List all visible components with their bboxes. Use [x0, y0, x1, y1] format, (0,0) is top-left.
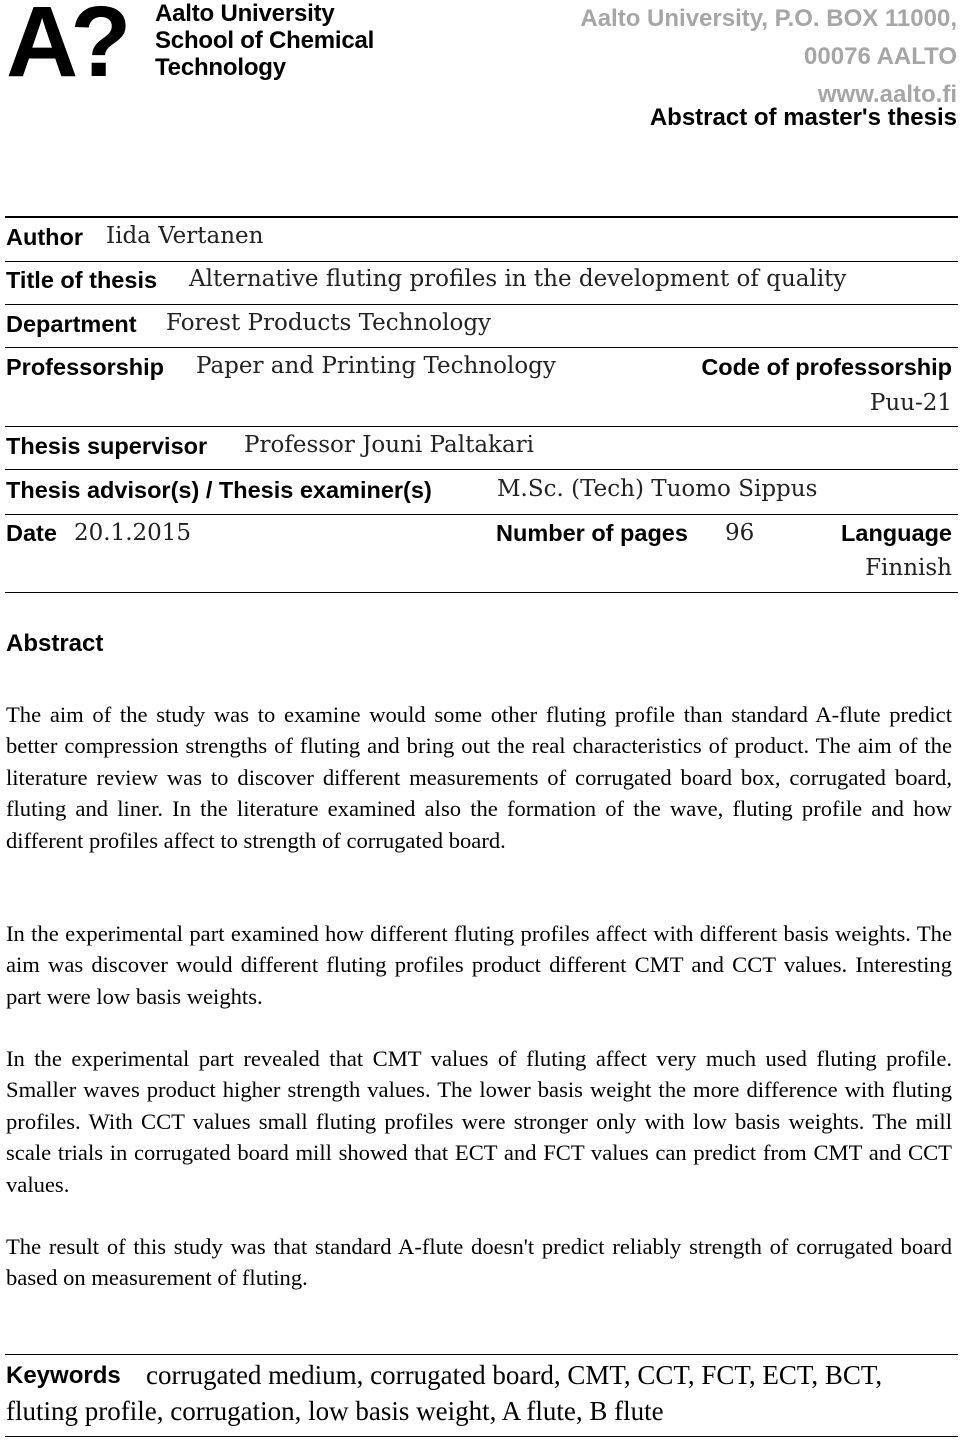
keywords-label: Keywords — [6, 1362, 121, 1389]
date-label: Date — [6, 520, 57, 546]
divider — [5, 426, 958, 427]
pages-label: Number of pages — [496, 520, 688, 546]
divider — [5, 347, 958, 348]
language-value: Finnish — [865, 555, 952, 581]
department-value: Forest Products Technology — [166, 310, 492, 336]
supervisor-value: Professor Jouni Paltakari — [244, 432, 535, 458]
divider — [5, 514, 958, 515]
author-label: Author — [6, 224, 84, 250]
abstract-paragraph-3: In the experimental part revealed that CMT values of fluting affect very much used fluting profile. Smaller waves product higher strength values. The lower basis weight the more difference with fluting profiles. With CCT values small fluting profiles were stronger only with low basis weights. The mill scale trials in corrugated board mill showed that ECT and FCT values can predict from CMT and CCT values. — [6, 1046, 952, 1197]
advisor-value: M.Sc. (Tech) Tuomo Sippus — [497, 476, 818, 502]
keywords-line-2: fluting profile, corrugation, low basis weight, A flute, B flute — [6, 1396, 664, 1426]
divider — [5, 1436, 958, 1437]
abstract-heading: Abstract — [6, 630, 104, 657]
logo-line-2: School of Chemical — [155, 27, 375, 54]
divider — [5, 1354, 958, 1355]
divider — [5, 216, 958, 218]
logo-wordmark — [155, 0, 374, 81]
divider — [5, 469, 958, 470]
divider — [5, 592, 958, 593]
logo-line-1: Aalto University — [155, 0, 335, 27]
logo-mark-text: A? — [6, 2, 124, 78]
supervisor-label: Thesis supervisor — [6, 433, 208, 459]
department-label: Department — [6, 311, 137, 337]
title-label: Title of thesis — [6, 267, 158, 293]
divider — [5, 261, 958, 262]
keywords-line-1: corrugated medium, corrugated board, CMT, CCT, FCT, ECT, BCT, — [146, 1360, 883, 1390]
abstract-paragraph-4: The result of this study was that standard A-flute doesn't predict reliably strength of corrugated board based on measurement of fluting. — [6, 1234, 952, 1291]
professorship-value: Paper and Printing Technology — [196, 353, 556, 379]
title-value: Alternative fluting profiles in the development of quality — [189, 266, 847, 292]
logo-line-3: Technology — [155, 54, 286, 81]
aalto-logo-icon — [6, 2, 130, 78]
address-line-2: 00076 AALTO — [804, 43, 957, 70]
aalto-logo-mark — [6, 2, 130, 78]
code-value: Puu-21 — [869, 390, 952, 416]
document-type: Abstract of master's thesis — [649, 104, 957, 131]
university-address — [580, 0, 957, 114]
abstract-paragraph-2: In the experimental part examined how different fluting profiles affect with different basis weights. The aim was discover would different fluting profiles product different CMT and CCT values. Interesting part were low basis weights. — [6, 921, 952, 1009]
address-line-1: Aalto University, P.O. BOX 11000, — [580, 5, 957, 32]
divider — [5, 304, 958, 305]
date-value: 20.1.2015 — [74, 520, 192, 546]
author-value: Iida Vertanen — [106, 223, 264, 249]
address-line-3: www.aalto.fi — [817, 81, 957, 108]
code-label: Code of professorship — [701, 354, 952, 380]
professorship-label: Professorship — [6, 354, 165, 380]
abstract-paragraph-1: The aim of the study was to examine would some other fluting profile than standard A-flute predict better compression strengths of fluting and bring out the real characteristics of product. The aim of the literature review was to discover different measurements of corrugated board box, corrugated board, fluting and liner. In the literature examined also the formation of the wave, fluting profile and how different profiles affect to strength of corrugated board. — [6, 702, 952, 853]
advisor-label: Thesis advisor(s) / Thesis examiner(s) — [6, 477, 432, 503]
language-label: Language — [841, 520, 952, 546]
pages-value: 96 — [725, 520, 755, 546]
